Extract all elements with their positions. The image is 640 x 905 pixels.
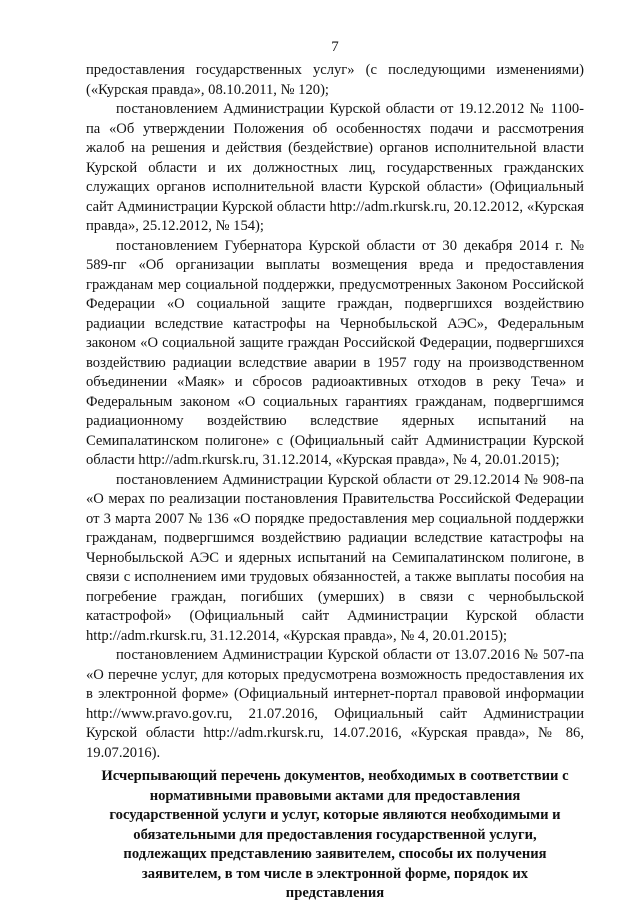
section-heading: Исчерпывающий перечень документов, необходимых в соответствии с нормативными правовыми актами для предоставления государственной услуги и услуг, которые являются необходимыми и обязательными для предоставления государственной услуги, подлежащих представлению заявителем, способы их получения заявителем, в том числе в электронной форме, порядок их представления: [101, 768, 569, 901]
paragraph-continuation: предоставления государственных услуг» (с последующими изменениями) («Курская правда», 08.10.2011, № 120);: [86, 62, 584, 98]
paragraph-resolution-1100-pa: постановлением Администрации Курской области от 19.12.2012 № 1100-па «Об утверждении Положения об особенностях подачи и рассмотрения жалоб на решения и действия (бездействие) органов исполнительной власти Курской области и их должностных лиц, государственных гражданских служащих органов исполнительной власти Курской области» (Официальный сайт Администрации Курской области http://adm.rkursk.ru, 20.12.2012, «Курская правда», 25.12.2012, № 154);: [86, 101, 584, 234]
paragraph-resolution-908-pa: постановлением Администрации Курской области от 29.12.2014 № 908-па «О мерах по реализации постановления Правительства Российской Федерации от 3 марта 2007 № 136 «О порядке предоставления мер социальной поддержки гражданам, подвергшимся воздействию радиации вследствие катастрофы на Чернобыльской АЭС и ядерных испытаний на Семипалатинском полигоне, в связи с исполнением ими трудовых обязанностей, а также выплаты пособия на погребение граждан, погибших (умерших) в связи с чернобыльской катастрофой» (Официальный сайт Администрации Курской области http://adm.rkursk.ru, 31.12.2014, «Курская правда», № 4, 20.01.2015);: [86, 471, 584, 644]
paragraph-resolution-507-pa: постановлением Администрации Курской области от 13.07.2016 № 507-па «О перечне услуг, для которых предусмотрена возможность предоставления их в электронной форме» (Официальный интернет-портал правовой информации http://www.pravo.gov.ru, 21.07.2016, Официальный сайт Администрации Курской области http://adm.rkursk.ru, 14.07.2016, «Курская правда», № 86, 19.07.2016).: [86, 647, 584, 761]
document-page: [86, 38, 584, 904]
page-number: 7: [331, 39, 339, 55]
paragraph-resolution-589-pg: постановлением Губернатора Курской области от 30 декабря 2014 г. № 589-пг «Об организации выплаты возмещения вреда и предоставления гражданам мер социальной поддержки, предусмотренных Законом Российской Федерации «О социальной защите граждан, подвергшихся воздействию радиации вследствие катастрофы на Чернобыльской АЭС», Федеральным законом «О социальной защите граждан Российской Федерации, подвергшихся воздействию радиации вследствие аварии в 1957 году на производственном объединении «Маяк» и сбросов радиоактивных отходов в реку Теча» и Федеральным законом «О социальных гарантиях гражданам, подвергшимся радиационному воздействию вследствие ядерных испытаний на Семипалатинском полигоне» с (Официальный сайт Администрации Курской области http://adm.rkursk.ru, 31.12.2014, «Курская правда», № 4, 20.01.2015);: [86, 237, 584, 468]
